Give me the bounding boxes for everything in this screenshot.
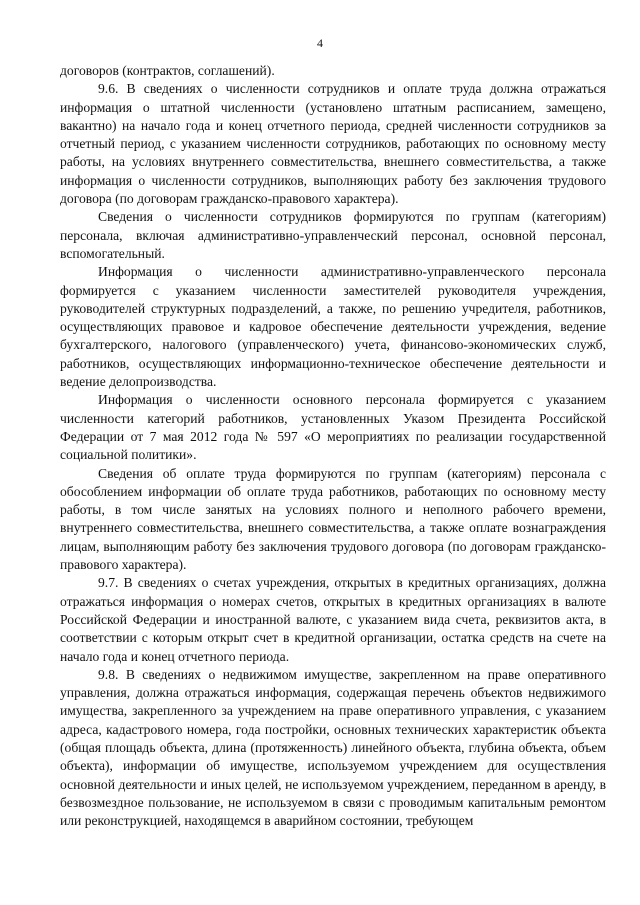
paragraph-payroll: Сведения об оплате труда формируются по группам (категориям) персонала с обособлением информации об оплате труда работников, работающих по основному месту работы, в том числе занятых на условиях полного и неполного рабочего времени, внутреннего совместительства, внешнего совместительства, а также оплате вознаграждения лицам, выполняющим работу без заключения трудового договора (по договорам гражданско-правового характера). [60, 465, 606, 573]
page-number: 4 [317, 36, 323, 50]
paragraph-9-7: 9.7. В сведениях о счетах учреждения, открытых в кредитных организациях, должна отражаться информация о номерах счетов, открытых в кредитных организациях в валюте Российской Федерации и иностранной валюте, с указанием вида счета, реквизитов акта, в соответствии с которым открыт счет в кредитной организации, остатка средств на счете на начало года и конец отчетного периода. [60, 575, 606, 664]
paragraph-9-6: 9.6. В сведениях о численности сотрудников и оплате труда должна отражаться информация о штатной численности (установлено штатным расписанием, замещено, вакантно) на начало года и конец отчетного периода, средней численности сотрудников за отчетный период, с указанием численности сотрудников, работающих по основному месту работы, на условиях внутреннего совместительства, внешнего совместительства, а также информация о численности сотрудников, выполняющих работу без заключения трудового договора (по договорам гражданско-правового характера). [60, 81, 606, 207]
document-body [60, 62, 606, 830]
paragraph-staff-groups: Сведения о численности сотрудников формируются по группам (категориям) персонала, включая административно-управленческий персонал, основной персонал, вспомогательный. [60, 209, 606, 261]
paragraph-main-staff: Информация о численности основного персонала формируется с указанием численности категорий работников, установленных Указом Президента Российской Федерации от 7 мая 2012 года № 597 «О мероприятиях по реализации государственной социальной политики». [60, 392, 606, 463]
paragraph-admin-staff: Информация о численности административно-управленческого персонала формируется с указанием численности заместителей руководителя учреждения, руководителей структурных подразделений, а также, по решению учредителя, работников, осуществляющих правовое и кадровое обеспечение деятельности учреждения, ведение бухгалтерского, налогового (управленческого) учета, финансово-экономических служб, работников, осуществляющих информационно-техническое обеспечение деятельности и ведение делопроизводства. [60, 264, 606, 390]
paragraph-9-8: 9.8. В сведениях о недвижимом имуществе, закрепленном на праве оперативного управления, должна отражаться информация, содержащая перечень объектов недвижимого имущества, закрепленного за учреждением на праве оперативного управления, с указанием адреса, кадастрового номера, года постройки, основных технических характеристик объекта (общая площадь объекта, длина (протяженность) линейного объекта, глубина объекта, объем объекта), информации об имуществе, используемом учреждением для осуществления основной деятельности и иных целей, не используемом учреждением, переданном в аренду, в безвозмездное пользование, не используемом в связи с проводимым капитальным ремонтом или реконструкцией, находящемся в аварийном состоянии, требующем [60, 666, 606, 829]
paragraph-continuation: договоров (контрактов, соглашений). [60, 63, 275, 78]
